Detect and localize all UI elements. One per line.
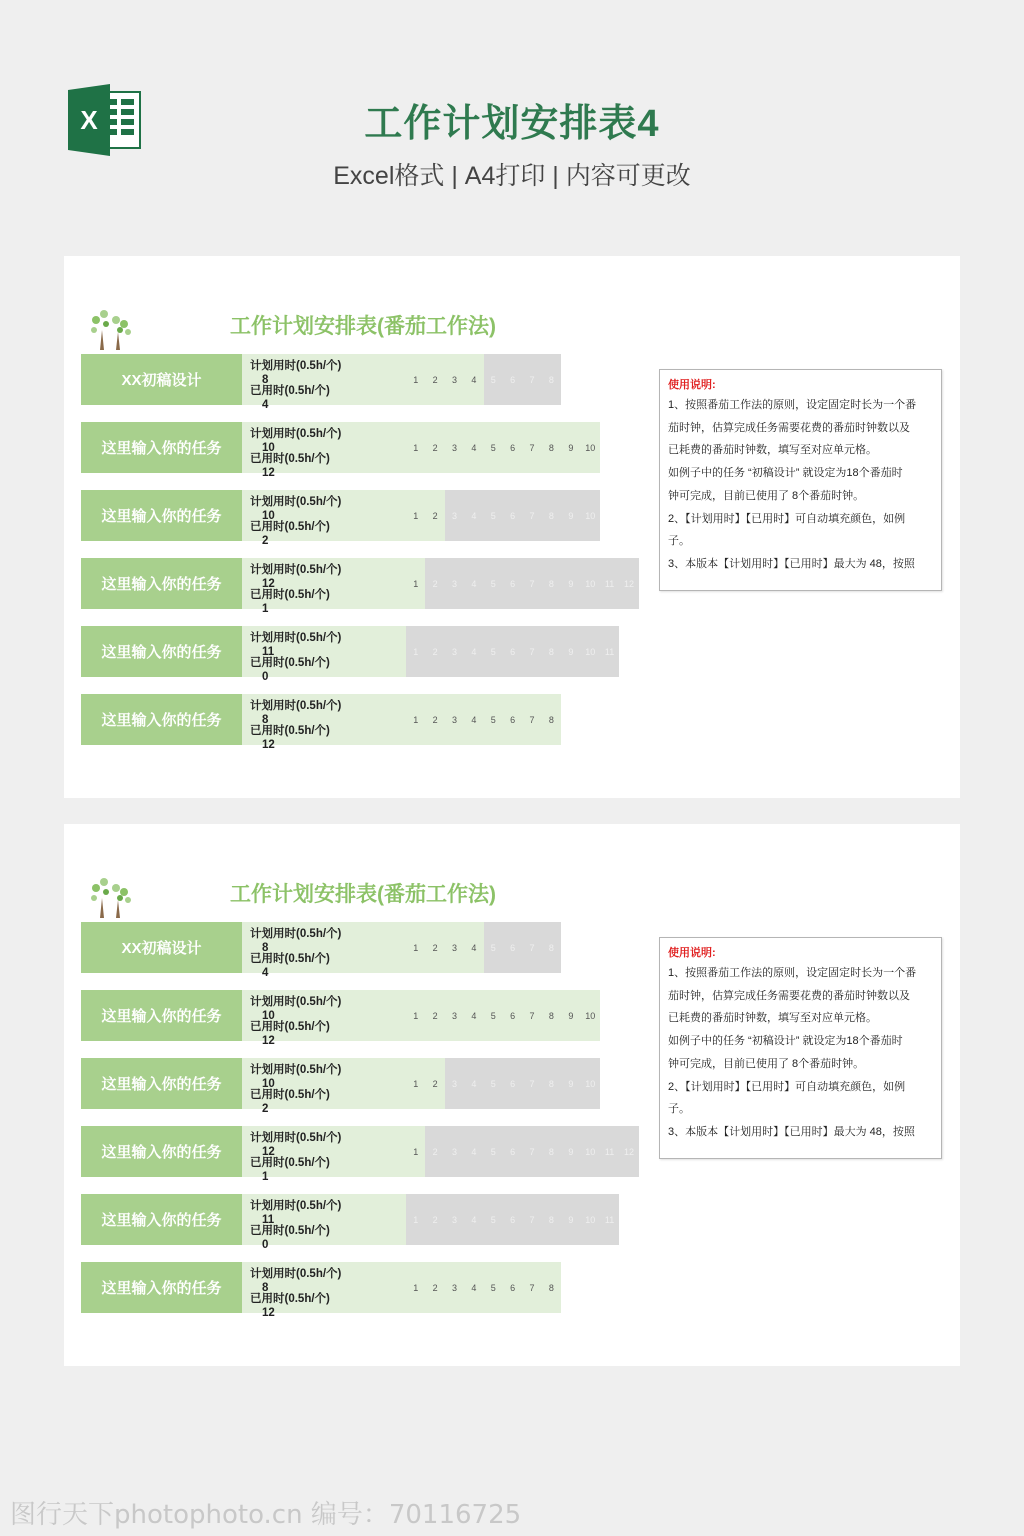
pomodoro-slot: 4 — [464, 922, 483, 973]
used-label: 已用时(0.5h/个) — [250, 657, 330, 669]
task-row — [81, 694, 561, 751]
sheet-preview-2 — [64, 824, 960, 1366]
pomodoro-slot: 2 — [425, 694, 444, 745]
task-time-info — [242, 558, 406, 615]
task-time-info — [242, 354, 406, 411]
task-name-cell[interactable]: 这里输入你的任务 — [81, 422, 242, 473]
task-row — [81, 1126, 639, 1183]
task-name-cell[interactable]: 这里输入你的任务 — [81, 990, 242, 1041]
pomodoro-slot: 7 — [522, 990, 541, 1041]
pomodoro-slot: 3 — [445, 1262, 464, 1313]
pomodoro-slot: 5 — [484, 990, 503, 1041]
pomodoro-slot: 1 — [406, 1058, 425, 1109]
notes-line: 茄时钟，估算完成任务需要花费的番茄时钟数以及 — [668, 989, 910, 1002]
notes-line: 已耗费的番茄时钟数，填写至对应单元格。 — [668, 1012, 877, 1025]
pomodoro-slot: 8 — [542, 490, 561, 541]
pomodoro-slot: 1 — [406, 626, 425, 677]
task-name-cell[interactable]: 这里输入你的任务 — [81, 490, 242, 541]
notes-body — [668, 962, 933, 1144]
pomodoro-slot: 5 — [484, 1126, 503, 1177]
planned-label: 计划用时(0.5h/个) — [250, 428, 342, 440]
pomodoro-slot: 10 — [581, 558, 600, 609]
pomodoro-slot: 5 — [484, 422, 503, 473]
pomodoro-slots — [406, 1262, 561, 1313]
pomodoro-slot: 11 — [600, 558, 619, 609]
used-label: 已用时(0.5h/个) — [250, 1021, 330, 1033]
pomodoro-slot: 4 — [464, 490, 483, 541]
pomodoro-slot: 5 — [484, 694, 503, 745]
pomodoro-slot: 6 — [503, 694, 522, 745]
pomodoro-slot: 9 — [561, 422, 580, 473]
pomodoro-slot: 11 — [600, 626, 619, 677]
pomodoro-slot: 8 — [542, 422, 561, 473]
planned-label: 计划用时(0.5h/个) — [250, 928, 342, 940]
sheet-title: 工作计划安排表(番茄工作法) — [230, 883, 496, 906]
pomodoro-slot: 6 — [503, 1262, 522, 1313]
planned-value[interactable]: 12 — [262, 1146, 275, 1158]
pomodoro-slot: 2 — [425, 1262, 444, 1313]
pomodoro-slot: 2 — [425, 1194, 444, 1245]
notes-line: 2、【计划用时】【已用时】可自动填充颜色，如例 — [668, 512, 906, 525]
pomodoro-slot: 2 — [425, 990, 444, 1041]
pomodoro-slot: 3 — [445, 558, 464, 609]
pomodoro-slot: 7 — [522, 694, 541, 745]
pomodoro-slots — [406, 1058, 600, 1109]
pomodoro-slot: 11 — [600, 1194, 619, 1245]
used-value[interactable]: 1 — [262, 1171, 269, 1183]
notes-line: 已耗费的番茄时钟数，填写至对应单元格。 — [668, 444, 877, 457]
sheet-title: 工作计划安排表(番茄工作法) — [230, 315, 496, 338]
task-time-info — [242, 1262, 406, 1319]
task-name-cell[interactable]: 这里输入你的任务 — [81, 1262, 242, 1313]
planned-value[interactable]: 12 — [262, 578, 275, 590]
pomodoro-slot: 7 — [522, 1262, 541, 1313]
pomodoro-slot: 2 — [425, 1058, 444, 1109]
pomodoro-slot: 1 — [406, 558, 425, 609]
task-row — [81, 1194, 619, 1251]
pomodoro-slot: 7 — [522, 490, 541, 541]
pomodoro-slots — [406, 1126, 639, 1177]
used-value[interactable]: 12 — [262, 739, 275, 751]
pomodoro-slot: 3 — [445, 922, 464, 973]
pomodoro-slot: 9 — [561, 490, 580, 541]
task-name-cell[interactable]: XX初稿设计 — [81, 922, 242, 973]
planned-value[interactable]: 8 — [262, 374, 269, 386]
notes-line: 钟可完成，目前已使用了 8个番茄时钟。 — [668, 1057, 865, 1070]
pomodoro-slot: 9 — [561, 558, 580, 609]
pomodoro-slot: 7 — [522, 422, 541, 473]
task-time-info — [242, 1058, 406, 1115]
planned-label: 计划用时(0.5h/个) — [250, 700, 342, 712]
planned-label: 计划用时(0.5h/个) — [250, 360, 342, 372]
task-name-cell[interactable]: 这里输入你的任务 — [81, 558, 242, 609]
planned-label: 计划用时(0.5h/个) — [250, 1200, 342, 1212]
notes-title: 使用说明: — [668, 379, 716, 391]
pomodoro-slot: 6 — [503, 1194, 522, 1245]
pomodoro-slot: 5 — [484, 922, 503, 973]
notes-line: 子。 — [668, 1103, 690, 1116]
pomodoro-slot: 10 — [581, 626, 600, 677]
task-row — [81, 490, 600, 547]
used-label: 已用时(0.5h/个) — [250, 385, 330, 397]
pomodoro-slot: 1 — [406, 1194, 425, 1245]
pomodoro-slot: 9 — [561, 990, 580, 1041]
pomodoro-slots — [406, 694, 561, 745]
pomodoro-slot: 11 — [600, 1126, 619, 1177]
pomodoro-slot: 4 — [464, 1262, 483, 1313]
sheet-preview-1 — [64, 256, 960, 798]
planned-label: 计划用时(0.5h/个) — [250, 1132, 342, 1144]
planned-label: 计划用时(0.5h/个) — [250, 496, 342, 508]
notes-line: 如例子中的任务 “初稿设计” 就设定为18个番茄时 — [668, 467, 903, 480]
used-label: 已用时(0.5h/个) — [250, 453, 330, 465]
pomodoro-slot: 3 — [445, 422, 464, 473]
pomodoro-slot: 10 — [581, 490, 600, 541]
pomodoro-slots — [406, 922, 561, 973]
task-name-cell[interactable]: XX初稿设计 — [81, 354, 242, 405]
used-value[interactable]: 0 — [262, 671, 269, 683]
task-time-info — [242, 990, 406, 1047]
pomodoro-slot: 4 — [464, 558, 483, 609]
pomodoro-slot: 2 — [425, 1126, 444, 1177]
usage-notes — [659, 937, 942, 1159]
planned-value[interactable]: 10 — [262, 1078, 275, 1090]
pomodoro-slot: 3 — [445, 626, 464, 677]
pomodoro-slot: 7 — [522, 1194, 541, 1245]
pomodoro-slot: 4 — [464, 1126, 483, 1177]
used-value[interactable]: 4 — [262, 967, 269, 979]
pomodoro-slot: 8 — [542, 354, 561, 405]
pomodoro-slot: 3 — [445, 1194, 464, 1245]
planned-value[interactable]: 8 — [262, 1282, 269, 1294]
task-row — [81, 558, 639, 615]
planned-value[interactable]: 10 — [262, 442, 275, 454]
pomodoro-slot: 9 — [561, 1058, 580, 1109]
task-time-info — [242, 694, 406, 751]
task-row — [81, 626, 619, 683]
pomodoro-slot: 3 — [445, 354, 464, 405]
planned-label: 计划用时(0.5h/个) — [250, 632, 342, 644]
task-time-info — [242, 1194, 406, 1251]
pomodoro-slot: 4 — [464, 1194, 483, 1245]
pomodoro-slot: 2 — [425, 354, 444, 405]
pomodoro-slot: 8 — [542, 922, 561, 973]
pomodoro-slot: 8 — [542, 1126, 561, 1177]
pomodoro-slot: 6 — [503, 490, 522, 541]
task-name-cell[interactable]: 这里输入你的任务 — [81, 1058, 242, 1109]
pomodoro-slot: 8 — [542, 1262, 561, 1313]
planned-label: 计划用时(0.5h/个) — [250, 564, 342, 576]
page-title: 工作计划安排表4 — [364, 103, 660, 145]
pomodoro-slot: 6 — [503, 354, 522, 405]
used-label: 已用时(0.5h/个) — [250, 1089, 330, 1101]
used-label: 已用时(0.5h/个) — [250, 1225, 330, 1237]
planned-value[interactable]: 10 — [262, 1010, 275, 1022]
pomodoro-slot: 3 — [445, 990, 464, 1041]
svg-text:X: X — [80, 105, 98, 135]
pomodoro-slot: 6 — [503, 990, 522, 1041]
pomodoro-slot: 3 — [445, 694, 464, 745]
pomodoro-slots — [406, 990, 600, 1041]
notes-line: 茄时钟，估算完成任务需要花费的番茄时钟数以及 — [668, 421, 910, 434]
pomodoro-slot: 1 — [406, 1262, 425, 1313]
pomodoro-slot: 12 — [619, 1126, 638, 1177]
used-value[interactable]: 12 — [262, 1307, 275, 1319]
pomodoro-slot: 2 — [425, 558, 444, 609]
pomodoro-slot: 7 — [522, 626, 541, 677]
task-name-cell[interactable]: 这里输入你的任务 — [81, 694, 242, 745]
pomodoro-slot: 8 — [542, 626, 561, 677]
pomodoro-slot: 3 — [445, 1058, 464, 1109]
pomodoro-slot: 6 — [503, 1126, 522, 1177]
notes-line: 2、【计划用时】【已用时】可自动填充颜色，如例 — [668, 1080, 906, 1093]
pomodoro-slot: 6 — [503, 1058, 522, 1109]
task-time-info — [242, 490, 406, 547]
used-label: 已用时(0.5h/个) — [250, 725, 330, 737]
pomodoro-slot: 4 — [464, 990, 483, 1041]
pomodoro-slot: 7 — [522, 354, 541, 405]
task-name-cell[interactable]: 这里输入你的任务 — [81, 626, 242, 677]
page-subtitle: Excel格式 | A4打印 | 内容可更改 — [333, 162, 691, 190]
pomodoro-slot: 10 — [581, 422, 600, 473]
pomodoro-slot: 1 — [406, 922, 425, 973]
planned-value[interactable]: 11 — [262, 646, 275, 658]
notes-line: 如例子中的任务 “初稿设计” 就设定为18个番茄时 — [668, 1035, 903, 1048]
pomodoro-slot: 4 — [464, 626, 483, 677]
notes-line: 子。 — [668, 535, 690, 548]
pomodoro-slots — [406, 490, 600, 541]
pomodoro-slot: 1 — [406, 990, 425, 1041]
pomodoro-slot: 5 — [484, 354, 503, 405]
task-name-cell[interactable]: 这里输入你的任务 — [81, 1194, 242, 1245]
pomodoro-slot: 5 — [484, 490, 503, 541]
pomodoro-slot: 7 — [522, 558, 541, 609]
pomodoro-slot: 10 — [581, 1126, 600, 1177]
pomodoro-slot: 2 — [425, 626, 444, 677]
used-label: 已用时(0.5h/个) — [250, 589, 330, 601]
pomodoro-slot: 8 — [542, 558, 561, 609]
pomodoro-slot: 7 — [522, 1058, 541, 1109]
planned-value[interactable]: 8 — [262, 714, 269, 726]
pomodoro-slot: 2 — [425, 422, 444, 473]
pomodoro-slot: 8 — [542, 1058, 561, 1109]
tree-icon — [86, 874, 136, 920]
planned-label: 计划用时(0.5h/个) — [250, 1064, 342, 1076]
planned-value[interactable]: 10 — [262, 510, 275, 522]
pomodoro-slot: 5 — [484, 1194, 503, 1245]
tree-icon — [86, 306, 136, 352]
planned-value[interactable]: 11 — [262, 1214, 275, 1226]
pomodoro-slots — [406, 626, 619, 677]
notes-line: 1、按照番茄工作法的原则，设定固定时长为一个番 — [668, 967, 917, 979]
pomodoro-slot: 3 — [445, 490, 464, 541]
pomodoro-slot: 1 — [406, 422, 425, 473]
used-label: 已用时(0.5h/个) — [250, 1157, 330, 1169]
task-row — [81, 922, 561, 979]
pomodoro-slot: 4 — [464, 422, 483, 473]
notes-title: 使用说明: — [668, 947, 716, 959]
planned-label: 计划用时(0.5h/个) — [250, 996, 342, 1008]
pomodoro-slot: 9 — [561, 1126, 580, 1177]
pomodoro-slot: 4 — [464, 694, 483, 745]
task-row — [81, 354, 561, 411]
pomodoro-slot: 1 — [406, 694, 425, 745]
pomodoro-slot: 8 — [542, 1194, 561, 1245]
pomodoro-slot: 4 — [464, 1058, 483, 1109]
pomodoro-slot: 9 — [561, 626, 580, 677]
notes-line: 3、本版本【计划用时】【已用时】最大为 48，按照 — [668, 1125, 915, 1138]
task-row — [81, 422, 600, 479]
planned-label: 计划用时(0.5h/个) — [250, 1268, 342, 1280]
notes-line: 3、本版本【计划用时】【已用时】最大为 48，按照 — [668, 557, 915, 570]
pomodoro-slot: 1 — [406, 354, 425, 405]
used-label: 已用时(0.5h/个) — [250, 953, 330, 965]
pomodoro-slot: 8 — [542, 694, 561, 745]
pomodoro-slot: 10 — [581, 1194, 600, 1245]
task-time-info — [242, 922, 406, 979]
pomodoro-slots — [406, 1194, 619, 1245]
pomodoro-slots — [406, 422, 600, 473]
notes-line: 钟可完成，目前已使用了 8个番茄时钟。 — [668, 489, 865, 502]
pomodoro-slots — [406, 354, 561, 405]
pomodoro-slot: 7 — [522, 1126, 541, 1177]
planned-value[interactable]: 8 — [262, 942, 269, 954]
watermark: 图行天下photophoto.cn 编号：70116725 — [10, 1500, 522, 1530]
task-row — [81, 1262, 561, 1319]
pomodoro-slot: 5 — [484, 1262, 503, 1313]
used-value[interactable]: 1 — [262, 603, 269, 615]
pomodoro-slots — [406, 558, 639, 609]
task-row — [81, 1058, 600, 1115]
task-row — [81, 990, 600, 1047]
pomodoro-slot: 6 — [503, 558, 522, 609]
used-value[interactable]: 2 — [262, 535, 269, 547]
pomodoro-slot: 1 — [406, 490, 425, 541]
pomodoro-slot: 9 — [561, 1194, 580, 1245]
used-label: 已用时(0.5h/个) — [250, 1293, 330, 1305]
pomodoro-slot: 2 — [425, 490, 444, 541]
task-time-info — [242, 1126, 406, 1183]
pomodoro-slot: 6 — [503, 422, 522, 473]
pomodoro-slot: 2 — [425, 922, 444, 973]
used-value[interactable]: 12 — [262, 467, 275, 479]
notes-line: 1、按照番茄工作法的原则，设定固定时长为一个番 — [668, 399, 917, 411]
pomodoro-slot: 10 — [581, 1058, 600, 1109]
pomodoro-slot: 6 — [503, 922, 522, 973]
task-time-info — [242, 422, 406, 479]
usage-notes — [659, 369, 942, 591]
pomodoro-slot: 3 — [445, 1126, 464, 1177]
used-value[interactable]: 4 — [262, 399, 269, 411]
pomodoro-slot: 7 — [522, 922, 541, 973]
pomodoro-slot: 8 — [542, 990, 561, 1041]
notes-body — [668, 394, 933, 576]
used-value[interactable]: 0 — [262, 1239, 269, 1251]
pomodoro-slot: 5 — [484, 558, 503, 609]
used-label: 已用时(0.5h/个) — [250, 521, 330, 533]
pomodoro-slot: 5 — [484, 626, 503, 677]
task-name-cell[interactable]: 这里输入你的任务 — [81, 1126, 242, 1177]
pomodoro-slot: 5 — [484, 1058, 503, 1109]
pomodoro-slot: 12 — [619, 558, 638, 609]
used-value[interactable]: 12 — [262, 1035, 275, 1047]
task-time-info — [242, 626, 406, 683]
pomodoro-slot: 6 — [503, 626, 522, 677]
used-value[interactable]: 2 — [262, 1103, 269, 1115]
pomodoro-slot: 10 — [581, 990, 600, 1041]
pomodoro-slot: 1 — [406, 1126, 425, 1177]
pomodoro-slot: 4 — [464, 354, 483, 405]
